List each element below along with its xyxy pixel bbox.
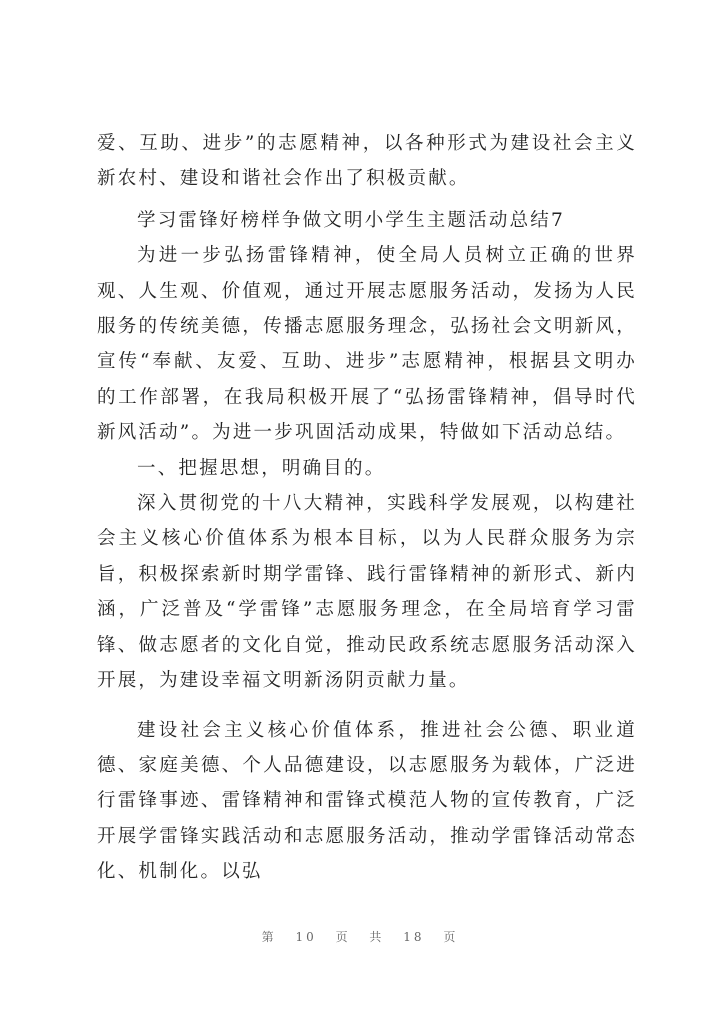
footer-mid: 页 bbox=[335, 930, 351, 944]
footer-prefix: 第 bbox=[261, 930, 277, 944]
footer-total-label: 共 bbox=[369, 930, 385, 944]
section-heading-title: 学习雷锋好榜样争做文明小学生主题活动总结7 bbox=[137, 209, 565, 231]
footer-current-page: 10 bbox=[295, 930, 317, 944]
paragraph-purpose: 深入贯彻党的十八大精神，实践科学发展观，以构建社会主义核心价值体系为根本目标，以为人民群众服务为宗旨，积极探索新时期学雷锋、践行雷锋精神的新形式、新内涵，广泛普及“学雷锋”志愿服务理念，在全局培育学习雷锋、做志愿者的文化自觉，推动民政系统志愿服务活动深入开展，为建设幸福文明新汤阴贡献力量。 bbox=[97, 493, 637, 692]
document-body bbox=[97, 126, 637, 890]
paragraph-continuation: 爱、互助、进步”的志愿精神，以各种形式为建设社会主义新农村、建设和谐社会作出了积极贡献。 bbox=[97, 133, 637, 190]
page-footer bbox=[0, 928, 720, 945]
footer-suffix: 页 bbox=[443, 930, 459, 944]
section-heading-one: 一、把握思想，明确目的。 bbox=[137, 457, 386, 479]
paragraph-intro: 为进一步弘扬雷锋精神，使全局人员树立正确的世界观、人生观、价值观，通过开展志愿服务活动，发扬为人民服务的传统美德，传播志愿服务理念，弘扬社会文明新风，宣传“奉献、友爱、互助、进步”志愿精神，根据县文明办的工作部署，在我局积极开展了“弘扬雷锋精神，倡导时代新风活动”。为进一步巩固活动成果，特做如下活动总结。 bbox=[97, 245, 637, 444]
paragraph-values: 建设社会主义核心价值体系，推进社会公德、职业道德、家庭美德、个人品德建设，以志愿服务为载体，广泛进行雷锋事迹、雷锋精神和雷锋式模范人物的宣传教育，广泛开展学雷锋实践活动和志愿服务活动，推动学雷锋活动常态化、机制化。以弘 bbox=[97, 719, 637, 883]
footer-total-pages: 18 bbox=[403, 930, 425, 944]
